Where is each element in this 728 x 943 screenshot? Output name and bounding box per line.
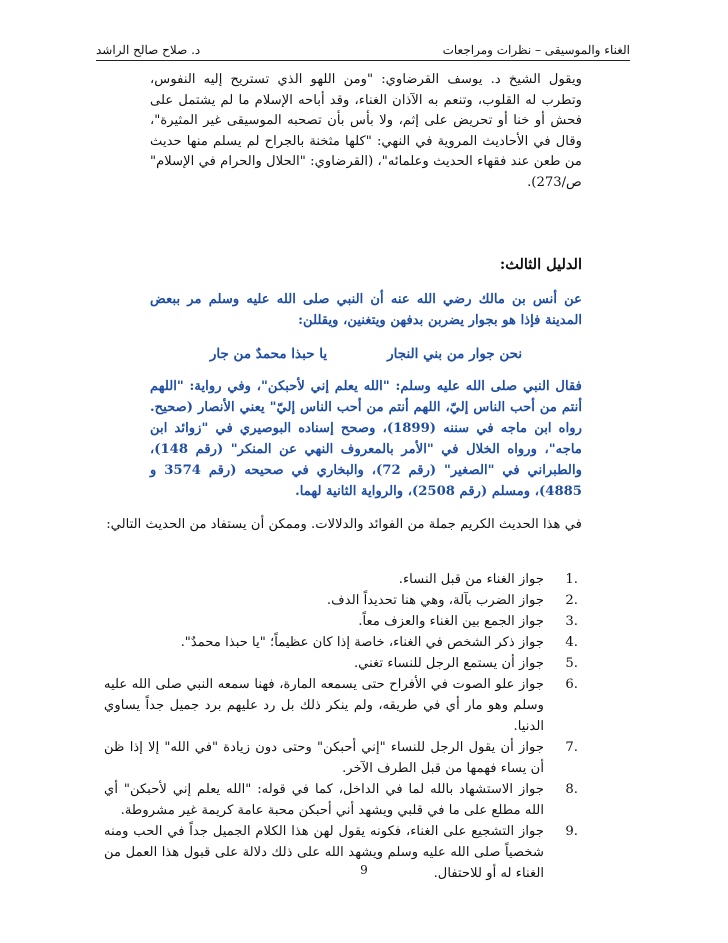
- list-item-number: .3: [565, 614, 578, 629]
- list-item-text: جواز علو الصوت في الأفراح حتى يسمعه المارة، فهنا سمعه النبي صلى الله عليه وسلم وهو مار أي في طريقه، ولم ينكر ذلك بل رد عليهم برد جميل جداً يساوي الدنيا.: [104, 677, 544, 734]
- list-item-text: جواز الاستشهاد بالله لما في الداخل، كما في قوله: "الله يعلم إني لأحبكن" أي الله مطلع على ما في قلبي ويشهد أني أحبكن محبة عامة كريمة غير مشروطة.: [104, 782, 544, 818]
- verse-part-2: يا حبذا محمدٌ من جار: [209, 346, 328, 362]
- list-item-number: .8: [565, 782, 578, 797]
- header-author: د. صلاح صالح الراشد: [96, 43, 201, 57]
- list-item-number: .2: [565, 593, 578, 608]
- list-item-number: .9: [565, 824, 578, 839]
- list-item-number: .1: [565, 572, 578, 587]
- list-item: [104, 569, 582, 590]
- intro-paragraph: في هذا الحديث الكريم جملة من الفوائد والدلالات. وممكن أن يستفاد من الحديث التالي:: [106, 517, 582, 532]
- list-item-number: .5: [565, 656, 578, 671]
- list-item-number: .7: [565, 740, 578, 755]
- list-item-text: جواز ذكر الشخص في الغناء، خاصة إذا كان عظيماً؛ "يا حبذا محمدٌ".: [180, 635, 544, 650]
- header-title: الغناء والموسيقى – نظرات ومراجعات: [442, 43, 630, 57]
- section-heading: الدليل الثالث:: [499, 256, 582, 273]
- list-item-text: جواز أن يستمع الرجل للنساء تغني.: [353, 656, 544, 671]
- list-item-text: جواز الضرب بآلة، وهي هنا تحديداً الدف.: [326, 593, 544, 608]
- list-item-number: .4: [565, 635, 578, 650]
- hadith-reference-paragraph: فقال النبي صلى الله عليه وسلم: "الله يعلم إني لأحبكن"، وفي رواية: "اللهم أنتم من أحب الناس إليّ، اللهم أنتم من أحب الناس إليّ" يعني الأنصار (صحيح. رواه ابن ماجه في سننه (1899)، وصحح إسناده البوصيري في "زوائد ابن ماجه"، ورواه الخلال في "الأمر بالمعروف النهي عن المنكر" (رقم 148)، والطبراني في "الصغير" (رقم 72)، والبخاري في صحيحه (رقم 3574 و 4885)، ومسلم (رقم 2508)، والرواية الثانية لهما.: [150, 379, 582, 499]
- benefits-list: [104, 569, 582, 884]
- list-item-text: جواز أن يقول الرجل للنساء "إني أحبكن" وحتى دون زيادة "في الله" إلا إذا ظن أن يساء فهمها من قبل الطرف الآخر.: [104, 740, 544, 776]
- page-number: 9: [360, 863, 368, 877]
- hadith-paragraph: عن أنس بن مالك رضي الله عنه أن النبي صلى الله عليه وسلم مر ببعض المدينة فإذا هو بجوار يضربن بدفهن ويتغنين، ويقللن:: [150, 292, 582, 328]
- poem-verse: [150, 346, 582, 362]
- list-item-number: .6: [565, 677, 578, 692]
- list-item: [104, 632, 582, 653]
- list-item-text: جواز الجمع بين الغناء والعزف معاً.: [358, 614, 544, 629]
- list-item-text: جواز التشجيع على الغناء، فكونه يقول لهن هذا الكلام الجميل جداً في الحب ومنه شخصياً صلى الله عليه وسلم ويشهد الله على ذلك دلالة على قبول هذا العمل من الغناء له أو للاحتفال.: [104, 824, 544, 881]
- list-item-text: جواز الغناء من قبل النساء.: [398, 572, 544, 587]
- list-item: [104, 611, 582, 632]
- list-item: [104, 653, 582, 674]
- list-item: [104, 737, 582, 779]
- page-header: [96, 40, 630, 61]
- paragraph-qaradawi: ويقول الشيخ د. يوسف القرضاوي: "ومن اللهو الذي تستريح إليه النفوس، وتطرب له القلوب، وتنعم به الآذان الغناء، وقد أباحه الإسلام ما لم يشتمل على فحش أو خنا أو تحريض على إثم، ولا بأس بأن تصحبه الموسيقى غير المثيرة"، وقال في الأحاديث المروية في النهي: "كلها مثخنة بالجراح لم يسلم منها حديث من طعن عند فقهاء الحديث وعلمائه"، (القرضاوي: "الحلال والحرام في الإسلام" ص/273).: [150, 72, 582, 190]
- list-item: [104, 674, 582, 737]
- verse-part-1: نحن جوار من بني النجار: [387, 346, 523, 362]
- list-item: [104, 590, 582, 611]
- list-item: [104, 779, 582, 821]
